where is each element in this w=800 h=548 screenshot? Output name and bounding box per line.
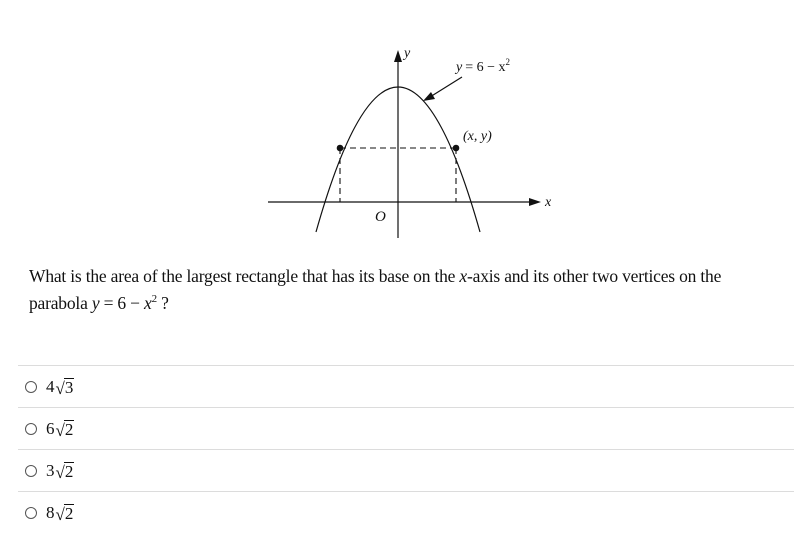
option-4[interactable] — [18, 491, 794, 533]
question-text — [29, 263, 769, 317]
point-label: (x, y) — [463, 129, 492, 144]
option-4-radical-icon: √ — [55, 504, 65, 524]
equation-lhs: y — [91, 293, 100, 313]
question-part1: What is the area of the largest rectangle that has its base on the — [29, 266, 460, 286]
equation-var: x — [144, 293, 152, 313]
option-2-radicand: 2 — [64, 419, 74, 439]
option-3-radio[interactable] — [25, 465, 37, 477]
option-1-radio[interactable] — [25, 381, 37, 393]
question-end: ? — [156, 293, 169, 313]
option-4-label — [46, 503, 74, 523]
curve-label-pointer-head — [423, 92, 435, 101]
origin-label: O — [375, 209, 386, 225]
option-2-coefficient: 6 — [46, 418, 55, 438]
option-2-label — [46, 419, 74, 439]
option-1[interactable] — [18, 365, 794, 407]
option-1-coefficient: 4 — [46, 376, 55, 396]
option-2[interactable] — [18, 407, 794, 449]
option-3-label — [46, 461, 74, 481]
right-vertex-point — [453, 145, 460, 152]
curve-label-exp: 2 — [505, 57, 511, 67]
option-3-radical-icon: √ — [55, 462, 65, 482]
y-axis-arrow — [394, 50, 402, 62]
x-axis-label: x — [545, 195, 552, 210]
option-3-coefficient: 3 — [46, 460, 55, 480]
option-1-radical-icon: √ — [55, 378, 65, 398]
option-3[interactable] — [18, 449, 794, 491]
curve-label-rhs: = 6 − x — [465, 60, 506, 75]
answer-options — [18, 365, 794, 533]
option-2-radio[interactable] — [25, 423, 37, 435]
parabola-figure — [0, 0, 800, 250]
question-part2: -axis and its other two vertices on the parabola — [29, 266, 722, 313]
equation-exp: 2 — [151, 293, 157, 305]
left-vertex-point — [337, 145, 344, 152]
option-4-coefficient: 8 — [46, 502, 55, 522]
curve-label-pointer — [430, 77, 462, 97]
option-3-radicand: 2 — [64, 461, 74, 481]
equation-rhs: = 6 − — [99, 293, 144, 313]
option-4-radio[interactable] — [25, 507, 37, 519]
x-axis-arrow — [529, 198, 541, 206]
option-2-radical-icon: √ — [55, 420, 65, 440]
curve-label — [454, 57, 510, 75]
option-4-radicand: 2 — [64, 503, 74, 523]
option-1-label — [46, 377, 74, 397]
option-1-radicand: 3 — [64, 377, 74, 397]
y-axis-label: y — [404, 46, 411, 61]
question-var: x — [459, 266, 467, 286]
curve-label-lhs: y — [456, 60, 463, 75]
